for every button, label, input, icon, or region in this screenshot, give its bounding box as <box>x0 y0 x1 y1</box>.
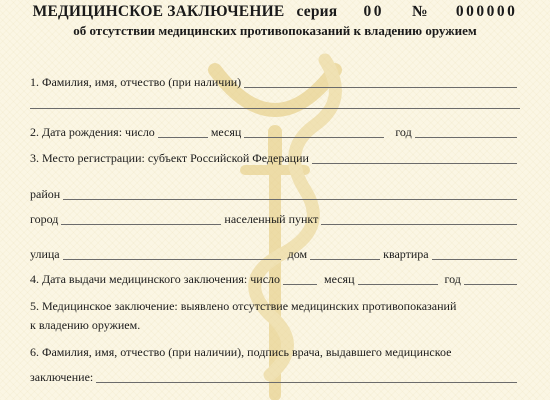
birth-date-row <box>30 124 520 140</box>
birth-day-field[interactable] <box>158 127 208 138</box>
conclusion-line-2: к владению оружием. <box>30 318 141 332</box>
birth-year-label: год <box>395 125 412 139</box>
house-field[interactable] <box>310 249 380 260</box>
issue-day-field[interactable] <box>283 274 317 285</box>
fio-field[interactable] <box>244 77 517 88</box>
district-row <box>30 186 520 202</box>
fio-label: 1. Фамилия, имя, отчество (при наличии) <box>30 75 242 89</box>
birth-year-field[interactable] <box>415 127 517 138</box>
issue-month-label: месяц <box>324 272 355 286</box>
fio-row <box>30 74 520 90</box>
region-field[interactable] <box>312 153 517 164</box>
city-field[interactable] <box>61 214 221 225</box>
house-label: дом <box>287 247 308 261</box>
birth-month-label: месяц <box>210 125 242 139</box>
number-value: 000000 <box>455 3 518 20</box>
registration-row <box>30 150 520 166</box>
issue-year-field[interactable] <box>464 274 517 285</box>
street-row <box>30 246 520 262</box>
birth-month-field[interactable] <box>244 127 384 138</box>
document-subtitle: об отсутствии медицинских противопоказаний к владению оружием <box>73 23 477 38</box>
district-field[interactable] <box>63 189 517 200</box>
settlement-label: населенный пункт <box>224 212 319 226</box>
doctor-signature-field[interactable] <box>96 372 517 383</box>
birth-date-label: 2. Дата рождения: число <box>30 125 155 139</box>
apartment-field[interactable] <box>432 249 517 260</box>
registration-label: 3. Место регистрации: субъект Российской Федерации <box>30 151 309 165</box>
doctor-line-2: заключение: <box>30 370 94 384</box>
district-label: район <box>30 187 61 201</box>
issue-year-label: год <box>444 272 461 286</box>
issue-date-label: 4. Дата выдачи медицинского заключения: число <box>30 272 281 286</box>
city-row <box>30 211 520 227</box>
city-label: город <box>30 212 59 226</box>
issue-month-field[interactable] <box>358 274 438 285</box>
settlement-field[interactable] <box>321 214 517 225</box>
document-title: МЕДИЦИНСКОЕ ЗАКЛЮЧЕНИЕ <box>32 3 285 20</box>
doctor-row <box>30 369 520 385</box>
conclusion-line-1: 5. Медицинское заключение: выявлено отсутствие медицинских противопоказаний <box>30 299 457 313</box>
header <box>0 2 550 39</box>
title-row <box>0 2 550 22</box>
fio-continuation-field[interactable] <box>30 108 520 109</box>
series-value: 00 <box>363 3 384 20</box>
doctor-line-1: 6. Фамилия, имя, отчество (при наличии), подпись врача, выдавшего медицинское <box>30 345 452 359</box>
issue-date-row <box>30 271 520 287</box>
series-label: серия <box>296 3 338 20</box>
street-label: улица <box>30 247 60 261</box>
apartment-label: квартира <box>383 247 429 261</box>
street-field[interactable] <box>63 249 281 260</box>
number-sign: № <box>412 3 428 20</box>
